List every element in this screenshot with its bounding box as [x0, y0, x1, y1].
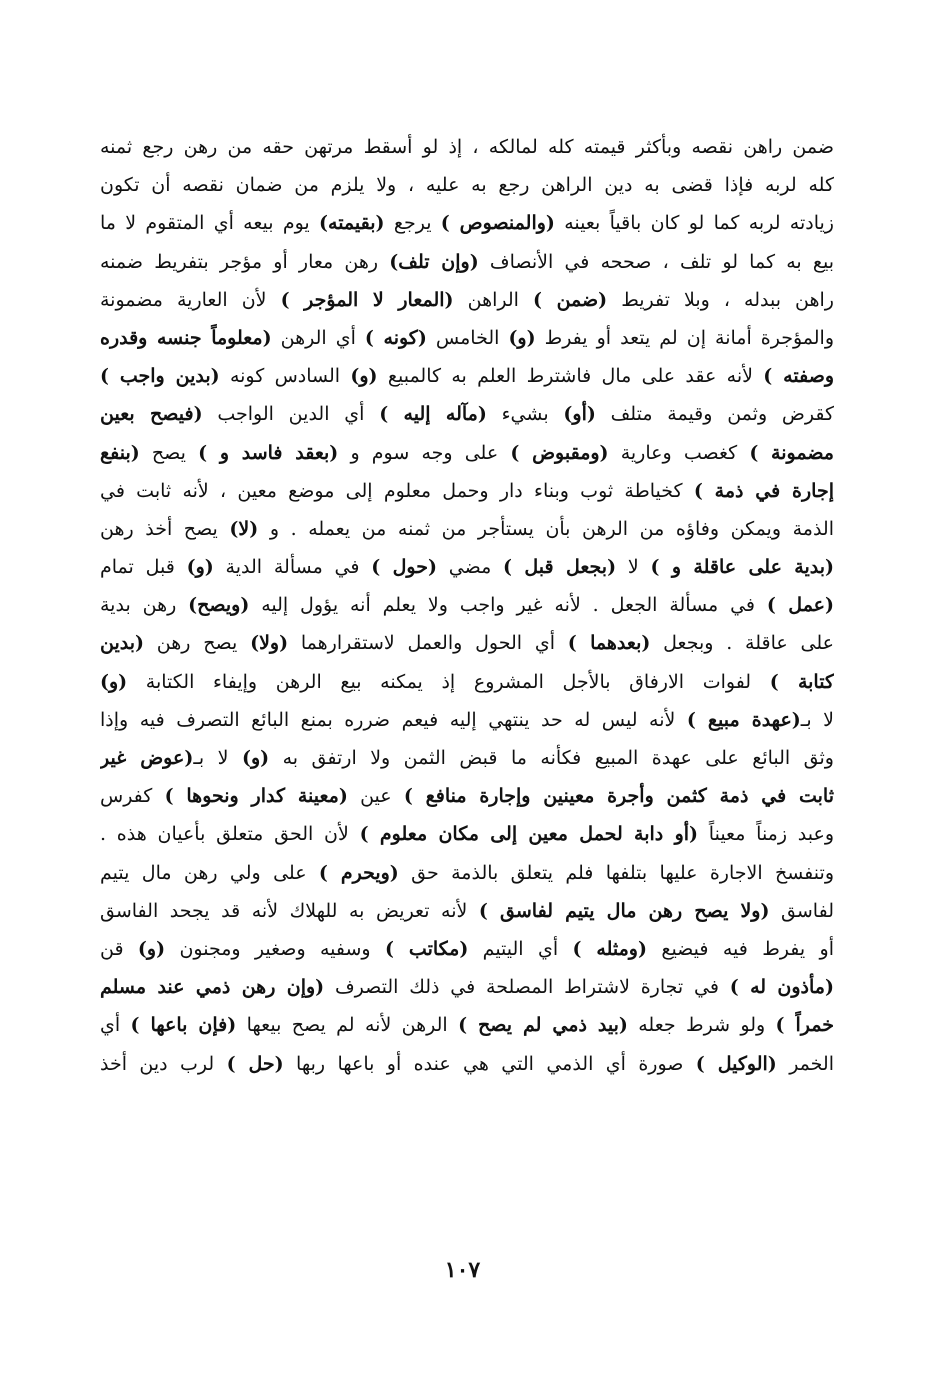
text-run: يوم بيعه أي المتقوم لا ما — [100, 212, 320, 235]
text-run: كخياطة ثوب وبناء دار وحمل معلوم إلى موضع معين ، لأنه ثابت في — [100, 479, 694, 502]
text-run: بشيء — [486, 403, 564, 426]
text-run: وثق البائع على عهدة المبيع فكأنه ما قبض الثمن ولا ارتفق به — [269, 747, 834, 769]
text-run: أو يفرط فيه فيضيع — [646, 937, 834, 960]
page-body — [100, 128, 834, 1083]
text-line — [100, 395, 834, 433]
text-run: أي اليتيم — [468, 937, 573, 960]
text-run: لأنه عقد على مال فاشترط العلم به كالمبيع — [377, 365, 764, 388]
text-run: قبل تمام — [100, 556, 187, 579]
text-line — [100, 1045, 834, 1083]
text-line — [100, 166, 834, 204]
bold-phrase: خمراً ) — [775, 1014, 834, 1037]
text-run: الرهن لأنه لم يصح بيعها — [236, 1014, 459, 1037]
text-line — [100, 1006, 834, 1044]
text-run: بيع به كما لو تلف ، صححه في الأنصاف — [478, 250, 834, 273]
text-run: لأن العارية مضمونة — [100, 288, 281, 311]
bold-phrase: ثابت في ذمة كثمن وأجرة معينين وإجارة منافع ) — [403, 785, 834, 808]
bold-phrase: (لا) — [229, 517, 259, 540]
text-run: لا بـ — [193, 747, 242, 769]
bold-phrase: (حول ) — [371, 556, 437, 579]
bold-phrase: (مأذون له ) — [729, 976, 834, 999]
text-run: على ولي رهن مال يتيم — [100, 861, 319, 884]
text-run: لرب دين أخذ — [100, 1052, 227, 1075]
text-line — [100, 701, 834, 739]
bold-phrase: (أو دابة لحمل معين إلى مكان معلوم ) — [359, 823, 699, 846]
text-run: عين — [347, 785, 404, 808]
text-line — [100, 434, 834, 472]
bold-phrase: (و) — [137, 937, 166, 960]
text-run: مضي — [436, 556, 504, 579]
text-run: رهن بدية — [100, 594, 189, 617]
text-run: وسفيه وصغير ومجنون — [165, 937, 385, 960]
bold-phrase: (معينة كدار ونحوها ) — [164, 785, 348, 808]
text-line — [100, 624, 834, 662]
bold-phrase: (مكاتب ) — [384, 937, 469, 960]
bold-phrase: (بدين واجب ) — [100, 365, 220, 388]
bold-phrase: (ومقبوض ) — [510, 441, 609, 464]
text-run: في تجارة لاشتراط المصلحة في ذلك التصرف — [324, 976, 730, 999]
bold-phrase: (و) — [350, 365, 378, 388]
text-run: ضمن راهن نقصه وبأكثر قيمته كله لمالكه ، إذ لو أسقط مرتهن حقه من رهن رجع ثمنه — [100, 136, 834, 158]
text-run: أي — [100, 1014, 131, 1037]
text-line — [100, 815, 834, 853]
text-run: لفاسق — [769, 899, 834, 922]
text-block — [100, 128, 834, 1083]
bold-phrase: (بعقد فاسد و ) — [198, 441, 339, 464]
text-line — [100, 777, 834, 815]
text-run: يصح رهن — [144, 632, 251, 655]
text-run: كغصب وعارية — [608, 441, 750, 464]
text-line — [100, 854, 834, 892]
text-run: كله لربه فإذا قضى به دين الراهن رجع به عليه ، ولا يلزم من ضمان نقصه أن تكون — [100, 174, 834, 197]
text-run: في مسألة الدية — [213, 556, 372, 579]
text-run: كقرض وثمن وقيمة متلف — [595, 403, 834, 426]
text-run: والمؤجرة أمانة إن لم يتعد أو يفرط — [535, 326, 834, 349]
text-run: صورة أي الذمي التي هي عنده أو باعها ربها — [283, 1052, 696, 1075]
bold-phrase: (بدين — [100, 632, 145, 655]
bold-phrase: (أو) — [563, 403, 596, 426]
text-line — [100, 663, 834, 701]
text-run: لفوات الارفاق بالأجل المشروع إذ يمكنه بيع الرهن وإيفاء الكتابة — [127, 670, 770, 693]
bold-phrase: (ويحرم ) — [318, 861, 399, 884]
bold-phrase: (ولا) — [250, 632, 289, 655]
page-number: ١٠٧ — [444, 1257, 481, 1283]
bold-phrase: (بعدهما ) — [567, 632, 651, 655]
bold-phrase: (فيصح بعين — [100, 403, 203, 426]
text-line — [100, 357, 834, 395]
bold-phrase: (و) — [241, 747, 270, 769]
text-line — [100, 128, 834, 166]
bold-phrase: (وإن رهن ذمي عند مسلم — [100, 976, 325, 999]
bold-phrase: وصفته ) — [763, 365, 834, 388]
bold-phrase: (عوض غير — [100, 747, 194, 769]
bold-phrase: (وإن تلف) — [389, 250, 479, 273]
bold-phrase: (ومثله ) — [572, 937, 647, 960]
text-run: الراهن — [453, 288, 533, 311]
text-run: لأنه ليس له حد ينتهي إليه فيعم ضرره بمنع البائع التصرف فيه وإذا — [100, 708, 687, 731]
bold-phrase: (بنفع — [100, 441, 140, 464]
bold-phrase: (كونه ) — [364, 326, 427, 349]
bold-phrase: (بجعل قبل ) — [503, 556, 617, 579]
text-run: يصح أخذ رهن — [100, 517, 230, 540]
bold-phrase: (معلوماً جنسه وقدره — [100, 326, 272, 349]
bold-phrase: (المعار لا المؤجر ) — [280, 288, 454, 311]
bold-phrase: (بدية على عاقلة و ) — [650, 556, 834, 579]
text-run: يصح — [139, 441, 199, 464]
bold-phrase: (ويصح) — [188, 594, 250, 617]
text-line — [100, 930, 834, 968]
bold-phrase: (و) — [508, 326, 536, 349]
bold-phrase: (ضمن ) — [532, 288, 608, 311]
text-run: الذمة ويمكن وفاؤه من الرهن بأن يستأجر من ثمنه من يعمله . و — [258, 517, 834, 540]
text-run: رهن معار أو مؤجر بتفريط ضمنه — [100, 250, 390, 273]
text-run: يرجع — [384, 212, 441, 235]
text-run: وعبد زمناً معيناً — [698, 823, 834, 846]
bold-phrase: مضمونة ) — [749, 441, 834, 464]
text-line — [100, 968, 834, 1006]
text-line — [100, 243, 834, 281]
text-run: وتنفسخ الاجارة عليها بتلفها فلم يتعلق بالذمة حق — [398, 861, 834, 884]
text-run: لأن الحق متعلق بأعيان هذه . — [100, 823, 360, 846]
bold-phrase: كتابة ) — [769, 670, 834, 693]
text-line — [100, 586, 834, 624]
bold-phrase: (والمنصوص ) — [440, 212, 555, 235]
text-line — [100, 281, 834, 319]
text-line — [100, 319, 834, 357]
text-run: كفرس — [100, 785, 165, 808]
bold-phrase: (و) — [186, 556, 214, 579]
text-run: ولو شرط جعله — [627, 1014, 776, 1037]
text-run: الخامس — [426, 326, 509, 349]
bold-phrase: (حل ) — [226, 1052, 284, 1075]
text-run: أي الرهن — [271, 326, 365, 349]
bold-phrase: (بقيمته) — [319, 212, 385, 235]
text-run: على وجه سوم و — [338, 441, 511, 464]
bold-phrase: (ولا يصح رهن مال يتيم لفاسق ) — [478, 899, 770, 922]
text-run: على عاقلة . وبجعل — [650, 632, 834, 655]
bold-phrase: (مآله إليه ) — [379, 403, 487, 426]
bold-phrase: (بيد ذمي لم يصح ) — [458, 1014, 628, 1037]
text-run: لأنه تعريض به للهلاك لأنه قد يجحد الفاسق — [100, 899, 479, 922]
text-run: قن — [100, 937, 138, 960]
text-line — [100, 510, 834, 548]
text-run: راهن ببدله ، وبلا تفريط — [607, 288, 834, 311]
text-line — [100, 204, 834, 242]
text-run: أي الدين الواجب — [202, 403, 380, 426]
text-run: لا بـ — [800, 708, 834, 731]
text-run: الخمر — [776, 1052, 834, 1075]
text-run: زيادته لربه كما لو كان باقياً بعينه — [554, 212, 834, 235]
bold-phrase: (الوكيل ) — [695, 1052, 777, 1075]
bold-phrase: (فإن باعها ) — [130, 1014, 237, 1037]
bold-phrase: إجارة في ذمة ) — [693, 479, 834, 502]
text-run: في مسألة الجعل . لأنه غير واجب ولا يعلم أنه يؤول إليه — [249, 594, 767, 617]
text-line — [100, 739, 834, 777]
bold-phrase: (عهدة مبيع ) — [686, 708, 801, 731]
text-run: السادس كونه — [219, 365, 351, 388]
bold-phrase: (عمل ) — [766, 594, 834, 617]
text-line — [100, 892, 834, 930]
bold-phrase: (و) — [100, 670, 128, 693]
text-line — [100, 548, 834, 586]
text-run: لا — [616, 556, 651, 579]
text-run: أي الحول والعمل لاستقرارهما — [288, 632, 568, 655]
text-line — [100, 472, 834, 510]
